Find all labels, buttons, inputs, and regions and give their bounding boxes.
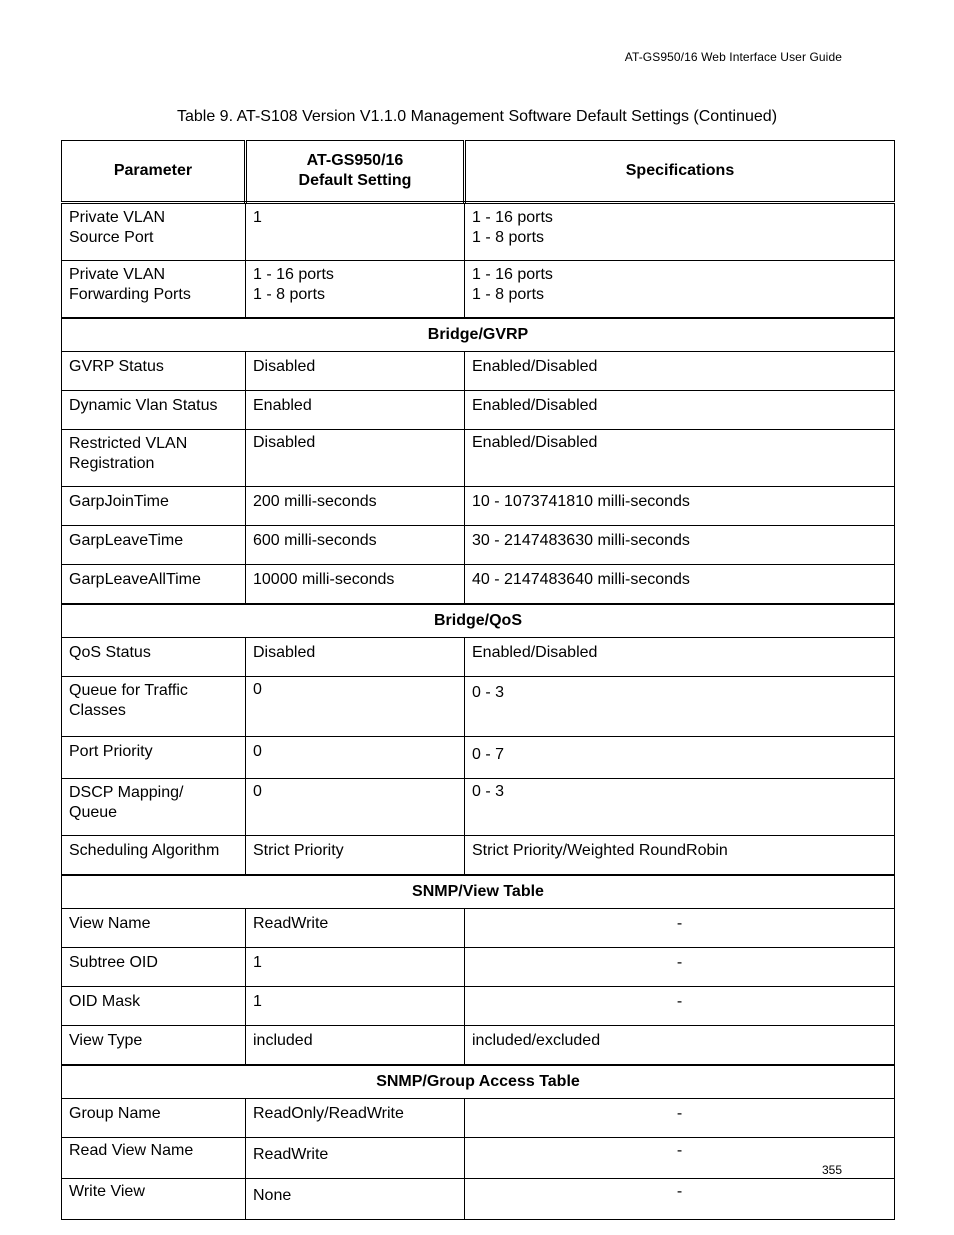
table-row [62,737,895,779]
parameter-cell [62,779,246,836]
parameter-cell: GarpLeaveTime [62,526,246,565]
section-title: Bridge/GVRP [62,318,895,352]
default-text: 1 - 8 ports [253,286,326,303]
parameter-cell: GarpLeaveAllTime [62,565,246,605]
running-header: AT-GS950/16 Web Interface User Guide [624,50,842,64]
spec-cell: - [465,1099,895,1138]
parameter-text: Restricted VLAN [69,435,188,452]
spec-cell: - [465,1179,895,1220]
parameter-text: Queue [69,804,118,821]
spec-cell: 0 - 3 [465,779,895,836]
parameter-cell: View Type [62,1026,246,1066]
default-cell: 0 [246,737,465,779]
parameter-cell [62,203,246,261]
parameter-text: Registration [69,455,155,472]
parameter-cell: QoS Status [62,638,246,677]
default-cell [246,203,465,261]
spec-cell: - [465,987,895,1026]
default-cell [246,261,465,319]
table-row [62,391,895,430]
spec-cell: - [465,909,895,948]
table-row [62,352,895,391]
default-cell: 600 milli-seconds [246,526,465,565]
table-row [62,909,895,948]
default-text: 1 [253,209,262,226]
default-cell: 10000 milli-seconds [246,565,465,605]
default-cell: Enabled [246,391,465,430]
spec-cell: - [465,948,895,987]
default-cell: ReadWrite [246,909,465,948]
default-cell: ReadWrite [246,1138,465,1179]
spec-cell: 0 - 7 [465,737,895,779]
parameter-text: Classes [69,702,126,719]
spec-text: 1 - 16 ports [472,266,553,283]
parameter-text: Private VLAN [69,209,166,226]
section-title: SNMP/Group Access Table [62,1065,895,1099]
table-row [62,677,895,737]
spec-cell: Strict Priority/Weighted RoundRobin [465,836,895,876]
table-row [62,1026,895,1066]
spec-cell: Enabled/Disabled [465,430,895,487]
default-cell: 1 [246,948,465,987]
spec-cell: Enabled/Disabled [465,638,895,677]
parameter-cell: Read View Name [62,1138,246,1179]
section-header-row [62,1065,895,1099]
parameter-cell: GarpJoinTime [62,487,246,526]
header-specifications: Specifications [465,141,895,203]
table-caption: Table 9. AT-S108 Version V1.1.0 Management Software Default Settings (Continued) [176,108,778,125]
parameter-cell: View Name [62,909,246,948]
spec-cell: 30 - 2147483630 milli-seconds [465,526,895,565]
table-row [62,203,895,261]
table-row [62,779,895,836]
parameter-text: DSCP Mapping/ [69,784,184,801]
parameter-text: Private VLAN [69,266,166,283]
parameter-cell [62,677,246,737]
section-header-row [62,318,895,352]
parameter-text: Queue for Traffic [69,682,188,699]
default-text: 1 - 16 ports [253,266,334,283]
default-cell: 1 [246,987,465,1026]
spec-cell: Enabled/Disabled [465,352,895,391]
table-row [62,565,895,605]
table-row [62,1138,895,1179]
default-cell: Disabled [246,430,465,487]
parameter-cell: Write View [62,1179,246,1220]
table-row [62,261,895,319]
spec-cell: 0 - 3 [465,677,895,737]
default-cell: 0 [246,677,465,737]
table-row [62,836,895,876]
table-header-row [62,141,895,203]
table-row [62,1099,895,1138]
section-header-row [62,604,895,638]
table-row [62,948,895,987]
default-cell: included [246,1026,465,1066]
header-default: Default Setting [298,172,412,189]
default-cell: Disabled [246,352,465,391]
default-cell: Strict Priority [246,836,465,876]
default-settings-table [61,140,895,1220]
parameter-cell [62,430,246,487]
default-cell: 0 [246,779,465,836]
parameter-cell: GVRP Status [62,352,246,391]
default-cell: ReadOnly/ReadWrite [246,1099,465,1138]
parameter-cell: Subtree OID [62,948,246,987]
parameter-cell: Group Name [62,1099,246,1138]
spec-cell: 10 - 1073741810 milli-seconds [465,487,895,526]
spec-cell: - [465,1138,895,1179]
spec-cell [465,203,895,261]
section-header-row [62,875,895,909]
spec-text: 1 - 16 ports [472,209,553,226]
table-row [62,487,895,526]
page-number: 355 [821,1163,842,1177]
table-row [62,430,895,487]
parameter-cell: Dynamic Vlan Status [62,391,246,430]
header-model: AT-GS950/16 [306,152,404,169]
table-row [62,1179,895,1220]
default-cell: Disabled [246,638,465,677]
parameter-text: Forwarding Ports [69,286,191,303]
table-row [62,638,895,677]
spec-cell: Enabled/Disabled [465,391,895,430]
spec-text: 1 - 8 ports [472,229,545,246]
default-cell: 200 milli-seconds [246,487,465,526]
table-row [62,526,895,565]
header-default-setting [246,141,465,203]
parameter-cell: OID Mask [62,987,246,1026]
section-title: SNMP/View Table [62,875,895,909]
default-cell: None [246,1179,465,1220]
header-parameter: Parameter [62,141,246,203]
parameter-cell [62,261,246,319]
spec-text: 1 - 8 ports [472,286,545,303]
parameter-text: Source Port [69,229,154,246]
parameter-cell: Scheduling Algorithm [62,836,246,876]
spec-cell: 40 - 2147483640 milli-seconds [465,565,895,605]
parameter-cell: Port Priority [62,737,246,779]
spec-cell [465,261,895,319]
table-row [62,987,895,1026]
section-title: Bridge/QoS [62,604,895,638]
spec-cell: included/excluded [465,1026,895,1066]
